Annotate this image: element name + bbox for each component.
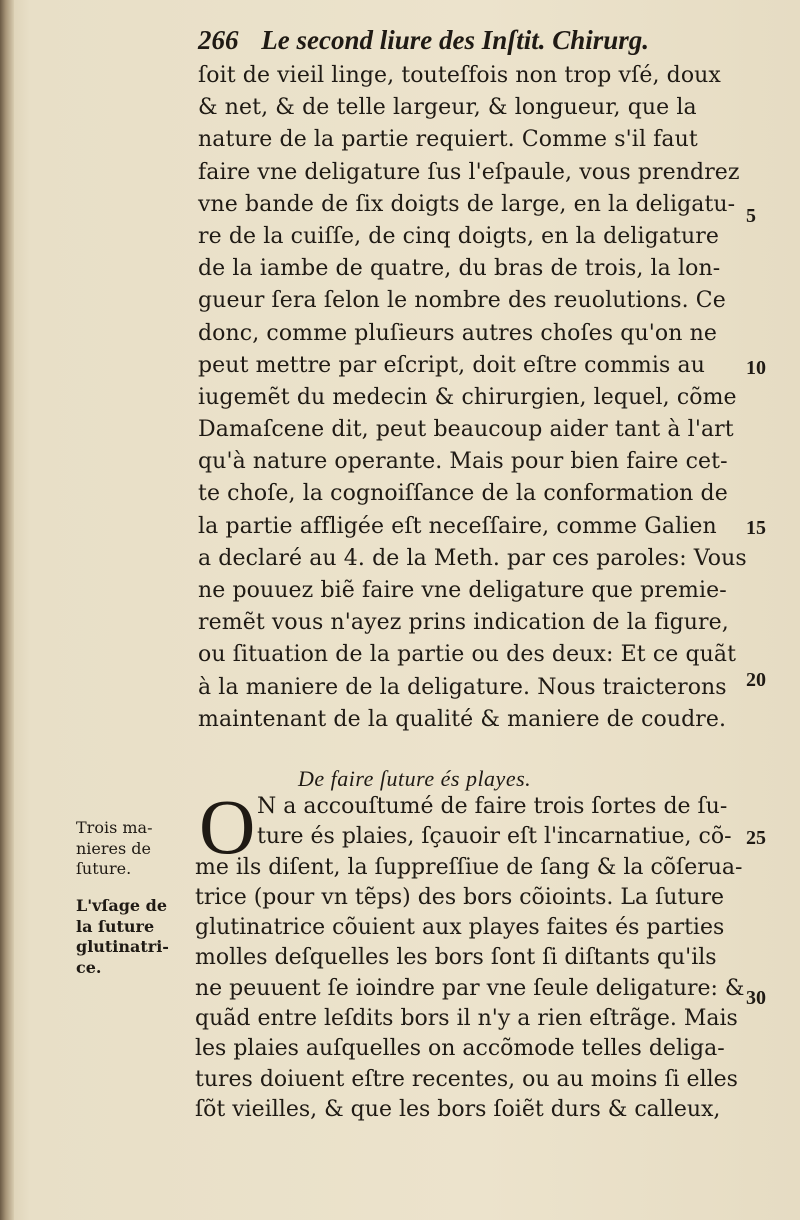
text-line: trice (pour vn tẽps) des bors cõioints. La ſuture — [195, 884, 724, 910]
text-line: la partie affligée eſt neceſſaire, comme Galien — [198, 513, 717, 539]
main-text-block — [198, 60, 748, 736]
text-line: remẽt vous n'ayez prins indication de la figure, — [198, 610, 729, 636]
text-line: gueur ſera ſelon le nombre des reuolutions. Ce — [198, 288, 726, 314]
text-line: ture és plaies, ſçauoir eſt l'incarnatiue, cõ- — [257, 824, 732, 850]
page-number: 266 — [198, 25, 239, 55]
drop-capital: O — [199, 783, 256, 870]
text-line: les plaies auſquelles on accõmode telles deliga- — [195, 1036, 725, 1062]
line-number-15: 15 — [746, 517, 766, 539]
text-line: & net, & de telle largeur, & longueur, que la — [198, 95, 697, 121]
text-line: donc, comme pluſieurs autres choſes qu'on ne — [198, 320, 717, 346]
margin-note-three-sutures — [76, 818, 196, 880]
margin-note-line: ſuture. — [76, 859, 132, 878]
text-line: re de la cuiſſe, de cinq doigts, en la deligature — [198, 223, 719, 249]
line-number-25: 25 — [746, 827, 766, 849]
line-number-5: 5 — [746, 205, 756, 227]
text-line: nature de la partie requiert. Comme s'il faut — [198, 127, 698, 153]
text-line: à la maniere de la deligature. Nous traicterons — [198, 674, 727, 700]
text-line: ne peuuent ſe ioindre par vne ſeule deligature: & — [195, 975, 745, 1001]
text-line: de la iambe de quatre, du bras de trois, la lon- — [198, 256, 721, 282]
text-line: a declaré au 4. de la Meth. par ces paroles: Vous — [198, 545, 747, 571]
text-line: qu'à nature operante. Mais pour bien faire cet- — [198, 449, 728, 475]
text-line: quãd entre leſdits bors il n'y a rien eſtrãge. Mais — [195, 1006, 738, 1032]
line-number-20: 20 — [746, 669, 766, 691]
running-title: Le second liure des Inſtit. Chirurg. — [261, 25, 650, 55]
binding-gutter — [0, 0, 14, 1220]
text-line: glutinatrice cõuient aux playes faites és parties — [195, 915, 725, 941]
running-head — [198, 22, 758, 58]
text-line: ſõt vieilles, & que les bors ſoiẽt durs & calleux, — [195, 1096, 721, 1122]
margin-note-glutinative-suture — [76, 896, 196, 978]
section-heading: De faire ſuture és playes. — [298, 766, 532, 791]
margin-note-line: la ſuture — [76, 916, 155, 936]
text-line: ne pouuez biẽ faire vne deligature que premie- — [198, 578, 727, 603]
text-line: maintenant de la qualité & maniere de coudre. — [198, 706, 727, 732]
section-text-block — [195, 783, 755, 1125]
line-number-30: 30 — [746, 987, 766, 1009]
text-line: vne bande de ſix doigts de large, en la deligatu- — [198, 191, 736, 217]
text-line: me ils diſent, la ſuppreſſiue de ſang & la cõſerua- — [195, 854, 743, 880]
text-line: faire vne deligature ſus l'eſpaule, vous prendrez — [198, 159, 740, 185]
margin-note-line: L'vſage de — [76, 896, 167, 915]
text-line: ou ſituation de la partie ou des deux: Et ce quãt — [198, 642, 737, 668]
margin-note-line: ce. — [76, 957, 102, 977]
text-line: te choſe, la cognoiſſance de la conformation de — [198, 481, 728, 507]
margin-note-line: Trois ma- — [76, 818, 153, 837]
margin-note-line: glutinatri- — [76, 937, 169, 956]
text-line: ſoit de vieil linge, touteſfois non trop vſé, doux — [198, 63, 721, 88]
margin-note-line: nieres de — [76, 838, 152, 858]
text-line: N a accouſtumé de faire trois ſortes de ſu- — [257, 794, 728, 819]
text-line: Damaſcene dit, peut beaucoup aider tant à l'art — [198, 417, 734, 443]
text-line: tures doiuent eſtre recentes, ou au moins ſi elles — [195, 1066, 738, 1092]
text-line: molles deſquelles les bors ſont ſi diſtants qu'ils — [195, 945, 717, 971]
text-line: iugemẽt du medecin & chirurgien, lequel, cõme — [198, 384, 737, 410]
line-number-10: 10 — [746, 357, 766, 379]
text-line: peut mettre par eſcript, doit eſtre commis au — [198, 352, 705, 378]
